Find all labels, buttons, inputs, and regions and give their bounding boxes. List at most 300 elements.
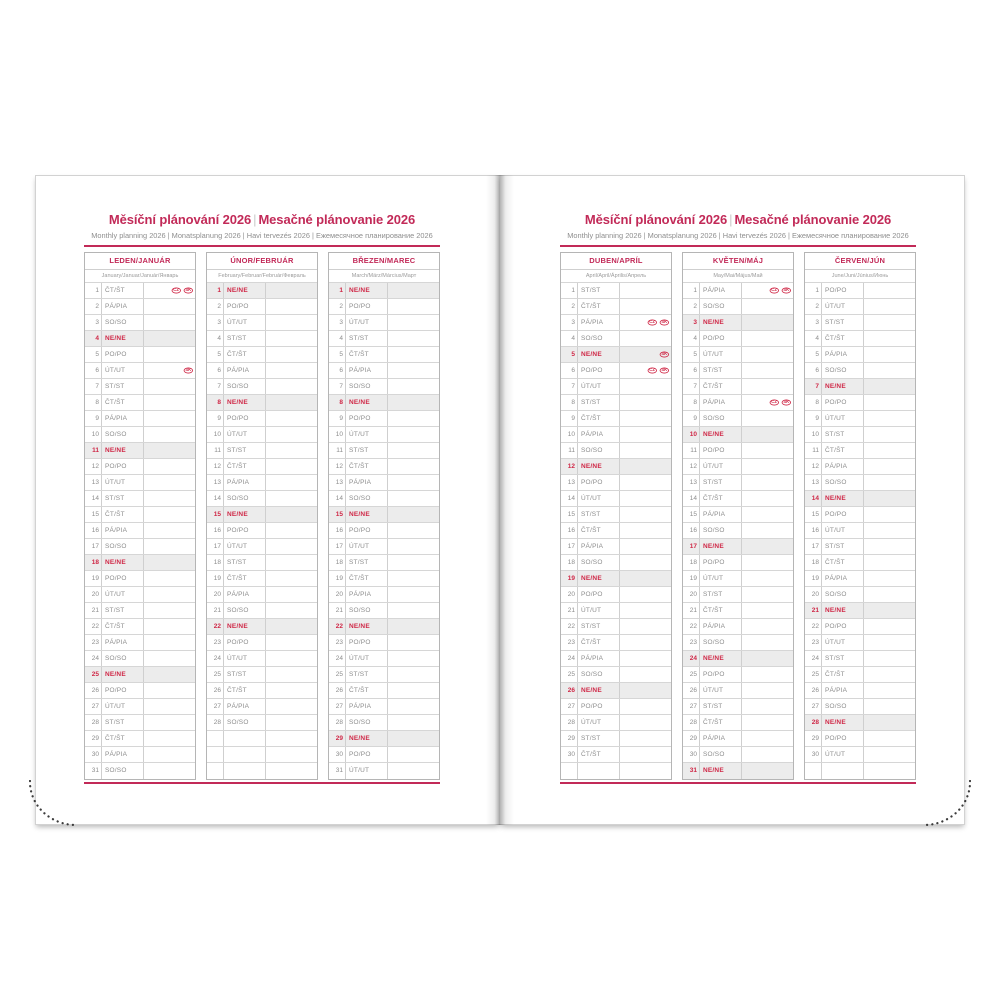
month-languages: May/Mai/Május/Май [683, 270, 793, 283]
day-abbrev: ST/ST [700, 587, 742, 602]
day-abbrev: ST/ST [822, 315, 864, 330]
notes-cell [620, 459, 671, 474]
day-row [207, 683, 317, 699]
day-row [207, 363, 317, 379]
day-abbrev: PÁ/PIA [578, 315, 620, 330]
day-row [805, 523, 915, 539]
day-row [207, 539, 317, 555]
day-abbrev: SO/SO [700, 523, 742, 538]
day-row [329, 363, 439, 379]
day-row [683, 683, 793, 699]
day-number: 11 [207, 443, 224, 458]
day-abbrev: PÁ/PIA [224, 699, 266, 714]
day-abbrev: PO/PO [700, 555, 742, 570]
day-number: 7 [683, 379, 700, 394]
notes-cell [144, 315, 195, 330]
notes-cell [864, 491, 915, 506]
day-row [561, 651, 671, 667]
notes-cell [742, 523, 793, 538]
day-number: 13 [561, 475, 578, 490]
day-abbrev: ST/ST [578, 395, 620, 410]
day-number: 27 [683, 699, 700, 714]
notes-cell [388, 363, 439, 378]
day-row [561, 491, 671, 507]
day-number: 2 [805, 299, 822, 314]
day-abbrev: PÁ/PIA [102, 299, 144, 314]
day-row [805, 443, 915, 459]
day-row [329, 715, 439, 731]
left-page-content [84, 212, 440, 784]
notes-cell [620, 491, 671, 506]
day-abbrev: PO/PO [346, 299, 388, 314]
month-languages: February/Februar/Február/Февраль [207, 270, 317, 283]
notes-cell [266, 571, 317, 586]
day-row-sunday [683, 315, 793, 331]
day-number: 16 [683, 523, 700, 538]
day-row [683, 299, 793, 315]
day-number [207, 747, 224, 762]
day-abbrev: ČT/ŠT [822, 667, 864, 682]
day-row-sunday [85, 331, 195, 347]
day-number: 23 [329, 635, 346, 650]
day-abbrev: SO/SO [822, 699, 864, 714]
notes-cell [742, 587, 793, 602]
day-abbrev: ST/ST [578, 731, 620, 746]
day-row [329, 555, 439, 571]
notes-cell [864, 459, 915, 474]
notes-cell [864, 443, 915, 458]
day-number: 18 [207, 555, 224, 570]
day-abbrev: NE/NE [224, 395, 266, 410]
day-row [329, 427, 439, 443]
notes-cell [742, 507, 793, 522]
day-abbrev: PÁ/PIA [224, 475, 266, 490]
day-abbrev: ST/ST [102, 603, 144, 618]
notes-cell [144, 443, 195, 458]
notes-cell [144, 427, 195, 442]
day-row [207, 635, 317, 651]
day-row [683, 715, 793, 731]
notes-cell [144, 347, 195, 362]
day-row [805, 427, 915, 443]
day-row [329, 571, 439, 587]
page-subtitle: Monthly planning 2026 | Monatsplanung 2026 | Havi tervezés 2026 | Ежемесячное планирование 2026 [91, 231, 433, 240]
notes-cell [388, 555, 439, 570]
notes-cell [144, 555, 195, 570]
day-row [207, 555, 317, 571]
month-table [804, 252, 916, 780]
day-row [805, 747, 915, 763]
notes-cell [388, 507, 439, 522]
day-number: 12 [329, 459, 346, 474]
notes-cell [742, 571, 793, 586]
notes-cell [864, 699, 915, 714]
day-number: 9 [805, 411, 822, 426]
day-number: 14 [805, 491, 822, 506]
day-number: 19 [683, 571, 700, 586]
day-row [85, 427, 195, 443]
holiday-badge-sk-icon: SK [185, 367, 192, 373]
day-row [329, 667, 439, 683]
notes-cell [388, 443, 439, 458]
month-table [206, 252, 318, 780]
day-abbrev: SO/SO [700, 299, 742, 314]
day-row [85, 699, 195, 715]
day-number: 7 [207, 379, 224, 394]
day-abbrev: SO/SO [102, 763, 144, 779]
day-number: 21 [805, 603, 822, 618]
day-abbrev: PÁ/PIA [578, 651, 620, 666]
day-abbrev: ST/ST [822, 539, 864, 554]
day-abbrev: ČT/ŠT [700, 379, 742, 394]
notes-cell [266, 555, 317, 570]
notes-cell [266, 699, 317, 714]
day-abbrev: SO/SO [822, 363, 864, 378]
day-number: 13 [85, 475, 102, 490]
day-abbrev: PO/PO [578, 475, 620, 490]
day-abbrev: ST/ST [102, 379, 144, 394]
footer-rule [84, 782, 440, 784]
title-czech: Měsíční plánování 2026 [584, 212, 728, 227]
day-abbrev: ST/ST [346, 331, 388, 346]
day-number: 5 [805, 347, 822, 362]
day-number: 7 [85, 379, 102, 394]
day-abbrev: ÚT/UT [346, 315, 388, 330]
day-number: 10 [805, 427, 822, 442]
day-number: 23 [683, 635, 700, 650]
day-number: 19 [805, 571, 822, 586]
notes-cell [742, 651, 793, 666]
notes-cell [266, 379, 317, 394]
day-abbrev: NE/NE [102, 331, 144, 346]
day-abbrev: ST/ST [578, 619, 620, 634]
day-row-sunday [207, 507, 317, 523]
month-name: ČERVEN/JÚN [805, 253, 915, 270]
notes-cell [266, 283, 317, 298]
day-abbrev: ÚT/UT [822, 635, 864, 650]
day-row [561, 731, 671, 747]
day-row [85, 539, 195, 555]
day-row-sunday [561, 571, 671, 587]
day-abbrev: ST/ST [822, 651, 864, 666]
day-row [329, 379, 439, 395]
day-row [805, 507, 915, 523]
day-row [329, 315, 439, 331]
month-name: DUBEN/APRÍL [561, 253, 671, 270]
day-row [207, 331, 317, 347]
notes-cell [620, 475, 671, 490]
day-number: 27 [207, 699, 224, 714]
day-abbrev: NE/NE [822, 603, 864, 618]
day-abbrev: ÚT/UT [822, 747, 864, 762]
holiday-badge-cz-icon: CZ [649, 367, 656, 373]
notes-cell [388, 587, 439, 602]
day-abbrev: ČT/ŠT [102, 283, 144, 298]
notes-cell [266, 443, 317, 458]
day-row [561, 699, 671, 715]
day-abbrev: PÁ/PIA [224, 363, 266, 378]
title-separator: | [729, 212, 733, 227]
day-number: 28 [683, 715, 700, 730]
day-row [207, 315, 317, 331]
day-abbrev: NE/NE [346, 619, 388, 634]
day-row [207, 571, 317, 587]
day-row [683, 571, 793, 587]
day-abbrev: ST/ST [578, 283, 620, 298]
day-abbrev: ČT/ŠT [346, 459, 388, 474]
notes-cell [864, 667, 915, 682]
day-row [207, 699, 317, 715]
day-abbrev: PO/PO [822, 619, 864, 634]
day-row [805, 731, 915, 747]
day-row-sunday [85, 443, 195, 459]
left-page [35, 175, 500, 825]
day-abbrev: PO/PO [346, 747, 388, 762]
day-row [683, 475, 793, 491]
day-abbrev: PÁ/PIA [578, 539, 620, 554]
day-abbrev: SO/SO [578, 667, 620, 682]
day-number: 10 [85, 427, 102, 442]
day-abbrev: ÚT/UT [822, 411, 864, 426]
day-abbrev: ST/ST [700, 475, 742, 490]
day-abbrev: PÁ/PIA [822, 459, 864, 474]
day-row [329, 651, 439, 667]
day-abbrev: ÚT/UT [224, 427, 266, 442]
day-abbrev: ST/ST [224, 331, 266, 346]
day-row [805, 651, 915, 667]
day-abbrev: PÁ/PIA [102, 411, 144, 426]
notes-cell [266, 603, 317, 618]
holiday-badge-sk-icon: SK [185, 287, 192, 293]
day-abbrev: ÚT/UT [578, 379, 620, 394]
day-abbrev: ÚT/UT [224, 539, 266, 554]
day-row [561, 619, 671, 635]
day-abbrev: PO/PO [224, 523, 266, 538]
day-abbrev: NE/NE [578, 459, 620, 474]
notes-cell [144, 379, 195, 394]
day-number: 17 [561, 539, 578, 554]
day-number: 14 [329, 491, 346, 506]
notes-cell [144, 635, 195, 650]
notes-cell [388, 763, 439, 779]
day-row [683, 699, 793, 715]
day-number: 12 [561, 459, 578, 474]
day-number: 6 [329, 363, 346, 378]
notes-cell [388, 731, 439, 746]
day-row [329, 603, 439, 619]
day-number: 30 [805, 747, 822, 762]
notes-cell [266, 747, 317, 762]
day-abbrev: PO/PO [346, 523, 388, 538]
day-number: 14 [683, 491, 700, 506]
day-number: 6 [207, 363, 224, 378]
day-abbrev: SO/SO [346, 491, 388, 506]
day-row [207, 523, 317, 539]
day-abbrev: PO/PO [578, 587, 620, 602]
notes-cell [266, 619, 317, 634]
notes-cell [864, 587, 915, 602]
empty-row [805, 763, 915, 779]
day-abbrev: PÁ/PIA [346, 699, 388, 714]
notes-cell [620, 651, 671, 666]
day-number: 25 [683, 667, 700, 682]
notes-cell [620, 331, 671, 346]
day-number: 14 [85, 491, 102, 506]
notes-cell [144, 747, 195, 762]
day-number: 6 [683, 363, 700, 378]
day-row [85, 747, 195, 763]
day-row [683, 443, 793, 459]
right-page-content [560, 212, 916, 784]
notes-cell [388, 347, 439, 362]
notes-cell [742, 283, 793, 298]
footer-rule [560, 782, 916, 784]
holiday-badge-cz-icon: CZ [649, 319, 656, 325]
notes-cell [742, 427, 793, 442]
day-row [805, 635, 915, 651]
notes-cell [388, 459, 439, 474]
day-abbrev: ST/ST [102, 491, 144, 506]
day-number: 13 [329, 475, 346, 490]
header-rule [560, 245, 916, 247]
day-number: 15 [805, 507, 822, 522]
day-abbrev: SO/SO [700, 411, 742, 426]
day-abbrev: ČT/ŠT [700, 491, 742, 506]
day-number: 28 [805, 715, 822, 730]
notes-cell [144, 299, 195, 314]
day-abbrev: NE/NE [578, 683, 620, 698]
day-number: 4 [329, 331, 346, 346]
day-row [805, 283, 915, 299]
day-abbrev: SO/SO [578, 443, 620, 458]
month-languages: April/April/Április/Апрель [561, 270, 671, 283]
day-abbrev: ČT/ŠT [102, 507, 144, 522]
day-number: 3 [561, 315, 578, 330]
day-abbrev: ST/ST [224, 555, 266, 570]
notes-cell [620, 427, 671, 442]
day-abbrev: NE/NE [224, 283, 266, 298]
notes-cell [864, 715, 915, 730]
day-row [85, 379, 195, 395]
day-row [329, 763, 439, 779]
day-number: 25 [329, 667, 346, 682]
notes-cell [144, 619, 195, 634]
day-abbrev: PÁ/PIA [700, 731, 742, 746]
day-row [561, 555, 671, 571]
notes-cell [144, 283, 195, 298]
day-number: 24 [561, 651, 578, 666]
day-number: 17 [207, 539, 224, 554]
day-abbrev: ST/ST [346, 667, 388, 682]
day-abbrev: PO/PO [224, 411, 266, 426]
day-abbrev: ČT/ŠT [822, 555, 864, 570]
notes-cell [742, 475, 793, 490]
day-number: 10 [683, 427, 700, 442]
day-number: 16 [85, 523, 102, 538]
month-name: KVĚTEN/MÁJ [683, 253, 793, 270]
day-row [85, 523, 195, 539]
day-abbrev: PÁ/PIA [822, 571, 864, 586]
day-abbrev: ČT/ŠT [822, 443, 864, 458]
notes-cell [620, 283, 671, 298]
notes-cell [144, 395, 195, 410]
day-number [207, 763, 224, 779]
notes-cell [864, 315, 915, 330]
day-abbrev: ČT/ŠT [700, 715, 742, 730]
notes-cell [864, 427, 915, 442]
notes-cell [864, 747, 915, 762]
day-number: 4 [683, 331, 700, 346]
notes-cell [864, 507, 915, 522]
notes-cell [742, 619, 793, 634]
day-number: 17 [329, 539, 346, 554]
notes-cell [388, 667, 439, 682]
day-row-sunday [683, 427, 793, 443]
day-number: 8 [207, 395, 224, 410]
day-row [561, 635, 671, 651]
day-row [683, 635, 793, 651]
day-row-sunday [207, 619, 317, 635]
day-row [329, 411, 439, 427]
day-abbrev: PÁ/PIA [102, 523, 144, 538]
day-row [683, 347, 793, 363]
day-number: 2 [683, 299, 700, 314]
notes-cell [620, 603, 671, 618]
notes-cell [266, 411, 317, 426]
day-number: 3 [805, 315, 822, 330]
notes-cell [620, 731, 671, 746]
day-abbrev: NE/NE [346, 283, 388, 298]
notes-cell [742, 603, 793, 618]
notes-cell [144, 491, 195, 506]
day-row [805, 347, 915, 363]
day-row [561, 299, 671, 315]
notes-cell [864, 651, 915, 666]
day-number: 15 [329, 507, 346, 522]
day-row-sunday [329, 395, 439, 411]
day-abbrev: NE/NE [224, 507, 266, 522]
day-number: 13 [207, 475, 224, 490]
day-row-sunday [805, 491, 915, 507]
diary-open-spread [35, 175, 965, 825]
day-row [683, 507, 793, 523]
day-row [85, 459, 195, 475]
notes-cell [864, 475, 915, 490]
notes-cell [266, 651, 317, 666]
notes-cell [742, 715, 793, 730]
notes-cell [864, 379, 915, 394]
day-row [207, 459, 317, 475]
day-number: 11 [561, 443, 578, 458]
day-row-sunday [805, 603, 915, 619]
notes-cell [144, 667, 195, 682]
day-abbrev: PO/PO [346, 411, 388, 426]
day-number: 17 [85, 539, 102, 554]
day-number: 16 [805, 523, 822, 538]
notes-cell [742, 411, 793, 426]
day-row [85, 731, 195, 747]
day-number: 8 [329, 395, 346, 410]
day-abbrev: NE/NE [346, 731, 388, 746]
day-abbrev: NE/NE [102, 667, 144, 682]
notes-cell [144, 571, 195, 586]
notes-cell [620, 315, 671, 330]
day-abbrev: NE/NE [224, 619, 266, 634]
day-abbrev: PO/PO [102, 683, 144, 698]
day-abbrev: ST/ST [224, 443, 266, 458]
day-number: 22 [683, 619, 700, 634]
day-row [805, 555, 915, 571]
